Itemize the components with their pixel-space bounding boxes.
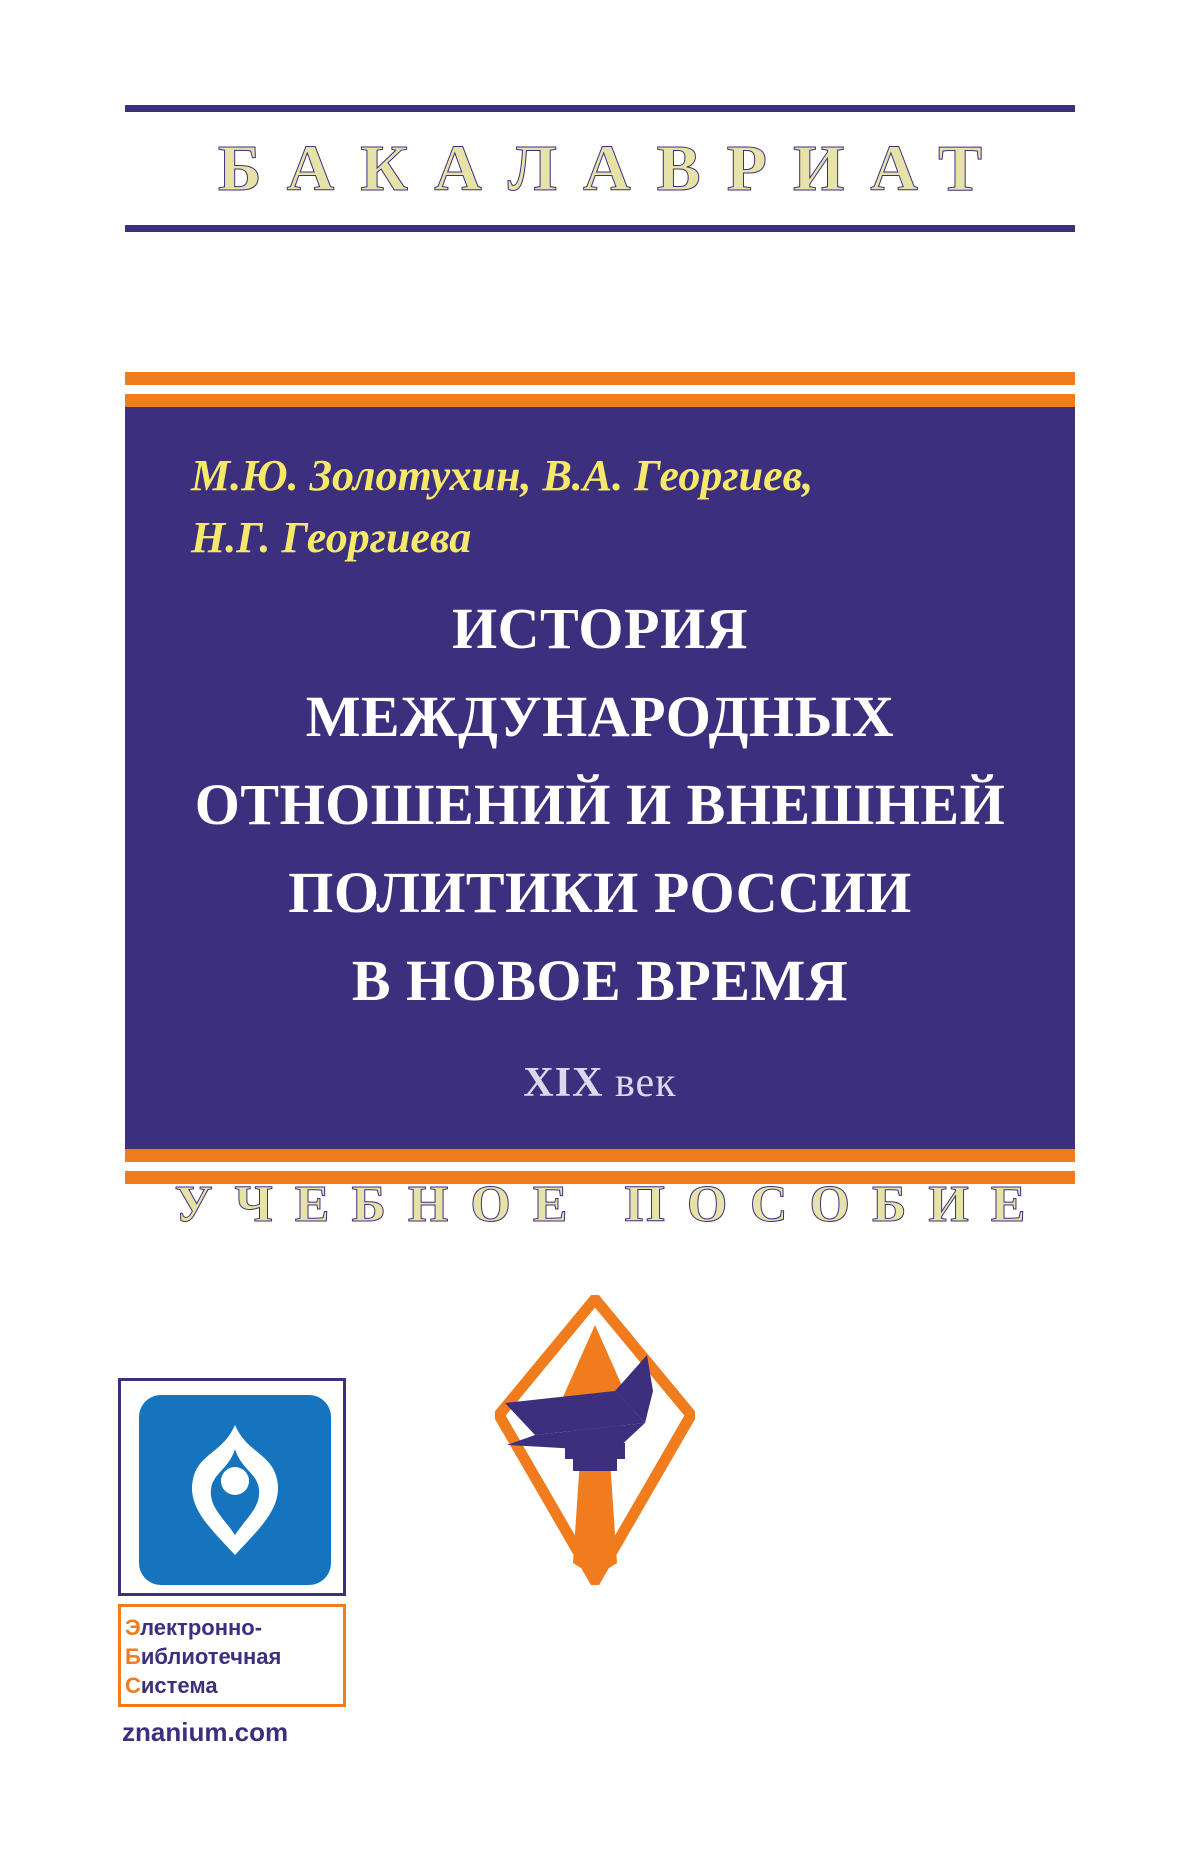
znanium-logo: [118, 1378, 368, 1748]
subtitle-century-word: век: [614, 1060, 677, 1106]
subtitle-century-roman: XIX: [523, 1060, 604, 1106]
series-band: [125, 105, 1075, 232]
authors-line-2: Н.Г. Георгиева: [191, 513, 472, 562]
spacer-bottom: [125, 1162, 1075, 1171]
infra-m-torch-emblem-icon: [495, 1295, 695, 1585]
znanium-line-1-rest: лектронно-: [140, 1615, 263, 1640]
title-line-3: ПОЛИТИКИ РОССИИ: [288, 860, 912, 925]
orange-bar-top-outer: [125, 372, 1075, 385]
publication-kind-label: УЧЕБНОЕ ПОСОБИЕ: [174, 1176, 1048, 1233]
znanium-mark-frame: [118, 1378, 346, 1596]
znanium-line-1: [125, 1613, 343, 1642]
znanium-ebs-text: [118, 1604, 346, 1707]
spacer-top: [125, 385, 1075, 394]
znanium-flower-icon: [139, 1395, 331, 1585]
title-line-1: ИСТОРИЯ МЕЖДУНАРОДНЫХ: [305, 596, 895, 749]
znanium-line-3-rest: истема: [140, 1673, 218, 1698]
znanium-line-2: [125, 1642, 343, 1671]
title-panel: [125, 407, 1075, 1149]
znanium-line-3-cap: С: [125, 1673, 141, 1698]
orange-bar-bottom-inner: [125, 1149, 1075, 1162]
series-label: БАКАЛАВРИАТ: [217, 132, 1009, 205]
znanium-line-2-cap: Б: [125, 1644, 141, 1669]
series-rule-top: [125, 105, 1075, 112]
znanium-line-3: [125, 1671, 343, 1700]
znanium-line-1-cap: Э: [125, 1615, 141, 1640]
znanium-line-2-rest: иблиотечная: [140, 1644, 282, 1669]
book-subtitle: [177, 1059, 1023, 1107]
series-rule-bottom: [125, 225, 1075, 232]
title-line-4: В НОВОЕ ВРЕМЯ: [351, 948, 849, 1013]
authors-line-1: М.Ю. Золотухин, В.А. Георгиев,: [191, 451, 814, 500]
orange-bar-top-inner: [125, 394, 1075, 407]
title-block: [125, 372, 1075, 1184]
title-line-2: ОТНОШЕНИЙ И ВНЕШНЕЙ: [194, 772, 1006, 837]
znanium-domain: znanium.com: [122, 1717, 289, 1747]
authors: [191, 445, 1023, 569]
book-title: [177, 585, 1023, 1025]
